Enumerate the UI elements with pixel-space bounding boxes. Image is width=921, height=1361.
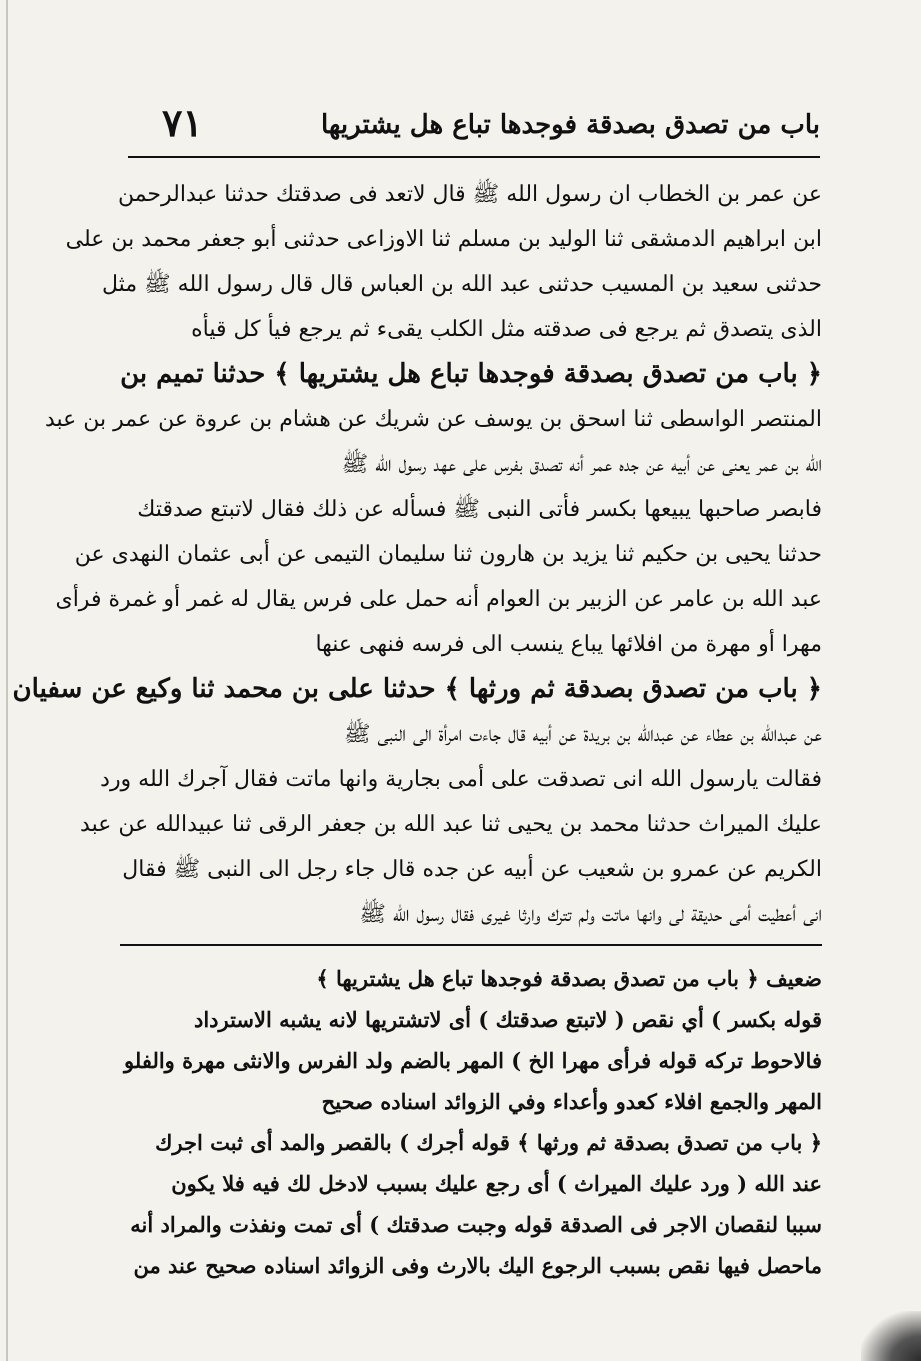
commentary [124,958,822,1286]
page-edge [6,0,8,1361]
text-line: حدثنى سعيد بن المسيب حدثنى عبد الله بن العباس قال قال رسول الله ﷺ مثل [102,272,822,297]
text-line: ابن ابراهيم الدمشقى ثنا الوليد بن مسلم ثنا الاوزاعى حدثنى أبو جعفر محمد بن على [65,227,822,252]
text-line: فابصر صاحبها يبيعها بكسر فأتى النبى ﷺ فسأله عن ذلك فقال لاتبتع صدقتك [137,497,822,522]
text-line: الكريم عن عمرو بن شعيب عن أبيه عن جده قال جاء رجل الى النبى ﷺ فقال [122,857,822,882]
note-line: ماحصل فيها نقص بسبب الرجوع اليك بالارث وفى الزوائد اسناده صحيح عند من [133,1253,822,1278]
note-line: المهر والجمع افلاء كعدو وأعداء وفي الزوائد اسناده صحيح [321,1089,822,1114]
main-text [12,172,822,937]
text-line: فقالت يارسول الله انى تصدقت على أمى بجارية وانها ماتت فقال آجرك الله ورد [100,767,822,792]
text-line: الذى يتصدق ثم يرجع فى صدقته مثل الكلب يقىء ثم يرجع فيأ كل قيأه [191,317,822,342]
text-line: مهرا أو مهرة من افلائها يباع ينسب الى فرسه فنهى عنها [315,632,822,657]
page-number: ٧١ [162,100,203,145]
text-line: عليك الميراث حدثنا محمد بن يحيى ثنا عبد الله بن جعفر الرقى ثنا عبيدالله عن عبد [80,812,822,837]
commentary-divider [120,944,822,946]
chapter-heading-line: ﴿ باب من تصدق بصدقة فوجدها تباع هل يشتريها ﴾ حدثنا تميم بن [120,359,822,389]
text-line: المنتصر الواسطى ثنا اسحق بن يوسف عن شريك عن هشام بن عروة عن عمر بن عبد [44,407,822,432]
text-line: عن عبدالله بن عطاء عن عبدالله بن بريدة عن أبيه قال جاءت امرأة الى النبى ﷺ [343,722,822,747]
text-line: انى أعطيت أمى حديقة لى وانها ماتت ولم تترك وارثا غيرى فقال رسول الله ﷺ [359,902,822,927]
page-header [128,96,820,158]
note-line: سببا لنقصان الاجر فى الصدقة قوله وجبت صدقتك ) أى تمت ونفذت والمراد أنه [130,1212,822,1237]
scan-shadow [861,1311,921,1361]
text-line: عن عمر بن الخطاب ان رسول الله ﷺ قال لاتعد فى صدقتك حدثنا عبدالرحمن [117,182,822,207]
note-line: ﴿ باب من تصدق بصدقة ثم ورثها ﴾ قوله أجرك ) بالقصر والمد أى ثبت اجرك [155,1130,822,1155]
note-line: قوله بكسر ) أي نقص ( لاتبتع صدقتك ) أى لاتشتريها لانه يشبه الاسترداد [193,1007,822,1032]
text-line: حدثنا يحيى بن حكيم ثنا يزيد بن هارون ثنا سليمان التيمى عن أبى عثمان النهدى عن [74,542,822,567]
note-line: عند الله ( ورد عليك الميراث ) أى رجع عليك بسبب لادخل لك فيه فلا يكون [171,1171,822,1196]
text-line: عبد الله بن عامر عن الزبير بن العوام أنه حمل على فرس يقال له غمر أو غمرة فرأى [55,587,822,612]
running-title: باب من تصدق بصدقة فوجدها تباع هل يشتريها [320,110,820,140]
note-line: فالاحوط تركه قوله فرأى مهرا الخ ) المهر بالضم ولد الفرس والانثى مهرة والفلو [124,1048,822,1073]
chapter-heading-line: ﴿ باب من تصدق بصدقة ثم ورثها ﴾ حدثنا على بن محمد ثنا وكيع عن سفيان [12,674,822,704]
text-line: الله بن عمر يعنى عن أبيه عن جده عمر أنه تصدق بفرس على عهد رسول الله ﷺ [341,452,822,477]
note-line: ضعيف ﴿ باب من تصدق بصدقة فوجدها تباع هل يشتريها ﴾ [316,966,822,991]
